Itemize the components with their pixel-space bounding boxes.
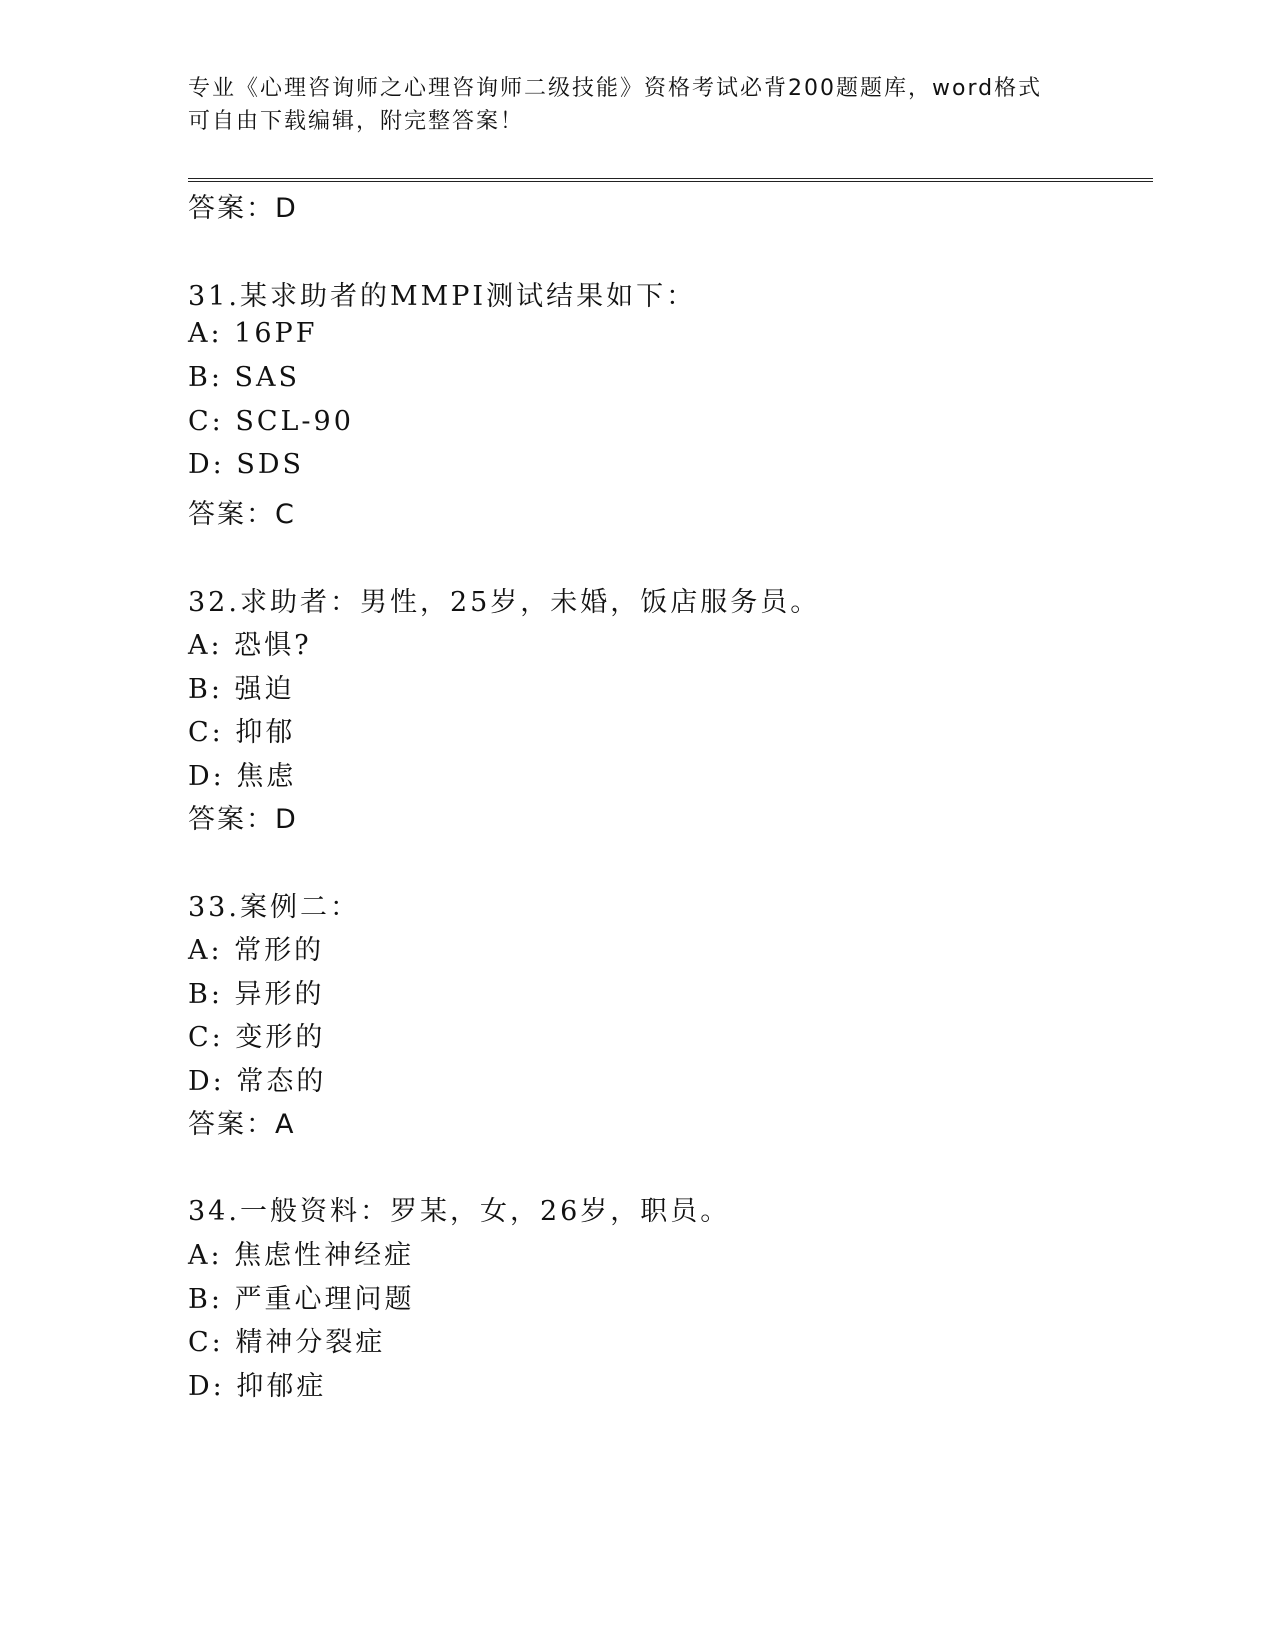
question-32-stem: 32.求助者：男性，25岁，未婚，饭店服务员。	[188, 587, 821, 618]
question-33-option-c: C: 变形的	[188, 1022, 326, 1053]
header-title-line-2: 可自由下载编辑，附完整答案！	[188, 109, 525, 134]
question-34-option-a: A: 焦虑性神经症	[188, 1240, 415, 1271]
question-32-option-d: D: 焦虑	[188, 761, 297, 792]
question-33-answer: 答案：A	[188, 1109, 296, 1140]
question-33-stem: 33.案例二：	[188, 892, 360, 923]
header-title-line-1: 专业《心理咨询师之心理咨询师二级技能》资格考试必背200题题库，word格式	[188, 76, 1043, 101]
question-32-answer: 答案：D	[188, 804, 298, 835]
question-31-option-c: C: SCL-90	[188, 406, 354, 437]
question-31-option-d: D: SDS	[188, 449, 304, 480]
question-33-option-d: D: 常态的	[188, 1066, 327, 1097]
question-34-stem: 34.一般资料：罗某，女，26岁，职员。	[188, 1196, 731, 1227]
question-31-option-a: A: 16PF	[188, 318, 318, 349]
document-header	[188, 72, 1088, 138]
question-32-option-c: C: 抑郁	[188, 717, 296, 748]
question-33-option-a: A: 常形的	[188, 935, 325, 966]
question-31-option-b: B: SAS	[188, 362, 301, 393]
question-31-stem: 31.某求助者的MMPI测试结果如下：	[188, 281, 697, 312]
question-32-option-a: A: 恐惧?	[188, 630, 312, 661]
question-31-answer: 答案：C	[188, 499, 296, 530]
header-divider	[188, 178, 1153, 182]
question-34-option-d: D: 抑郁症	[188, 1371, 327, 1402]
previous-answer: 答案：D	[188, 193, 298, 224]
question-34-option-b: B: 严重心理问题	[188, 1284, 415, 1315]
question-32-option-b: B: 强迫	[188, 674, 295, 705]
question-34-option-c: C: 精神分裂症	[188, 1327, 386, 1358]
question-33-option-b: B: 异形的	[188, 979, 325, 1010]
